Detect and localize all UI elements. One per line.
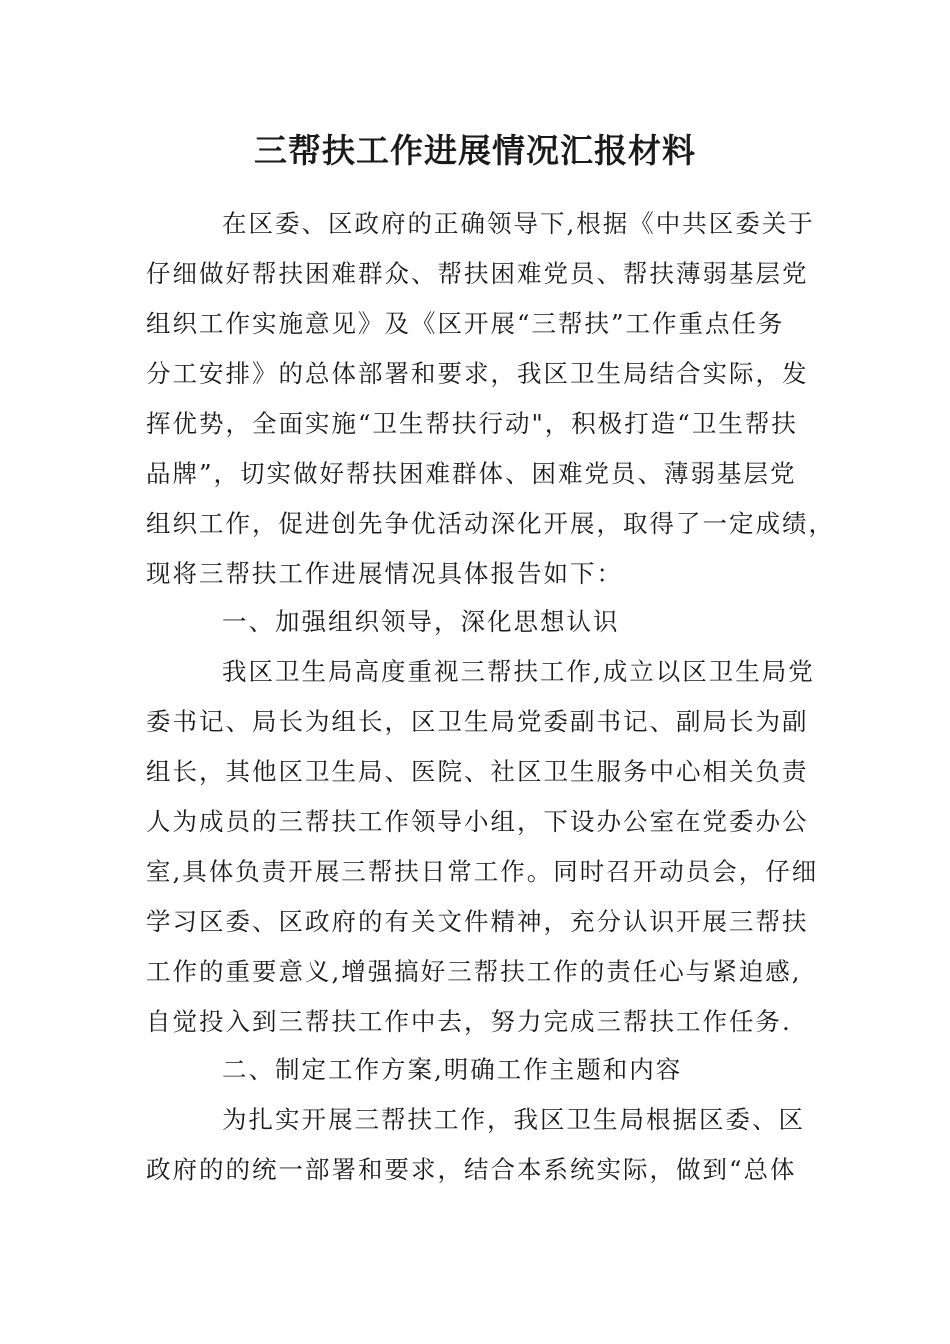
paragraph-2-line-1: 我区卫生局高度重视三帮扶工作,成立以区卫生局党 (222, 657, 815, 686)
paragraph-1-line-7: 组织工作，促进创先争优活动深化开展，取得了一定成绩， (146, 509, 835, 538)
paragraph-1-line-3: 组织工作实施意见》及《区开展“三帮扶”工作重点任务 (146, 309, 785, 338)
paragraph-1-line-5: 挥优势，全面实施“卫生帮扶行动"，积极打造“卫生帮扶 (146, 409, 798, 438)
section-heading-2: 二、制定工作方案,明确工作主题和内容 (222, 1055, 683, 1084)
paragraph-2-line-7: 工作的重要意义,增强搞好三帮扶工作的责任心与紧迫感, (146, 957, 802, 986)
paragraph-1-line-4: 分工安排》的总体部署和要求，我区卫生局结合实际，发 (146, 359, 809, 388)
paragraph-1-line-6: 品牌”，切实做好帮扶困难群体、困难党员、薄弱基层党 (146, 459, 797, 488)
paragraph-3-line-1: 为扎实开展三帮扶工作，我区卫生局根据区委、区 (222, 1105, 805, 1134)
paragraph-2-line-2: 委书记、局长为组长，区卫生局党委副书记、副局长为副 (146, 707, 809, 736)
document-title: 三帮扶工作进展情况汇报材料 (254, 131, 696, 170)
paragraph-1-line-2: 仔细做好帮扶困难群众、帮扶困难党员、帮扶薄弱基层党 (146, 259, 809, 288)
paragraph-1-line-8: 现将三帮扶工作进展情况具体报告如下： (146, 559, 623, 588)
paragraph-3-line-2: 政府的的统一部署和要求，结合本系统实际，做到“总体 (146, 1155, 797, 1184)
paragraph-1-line-1: 在区委、区政府的正确领导下,根据《中共区委关于 (222, 209, 815, 238)
paragraph-2-line-5: 室,具体负责开展三帮扶日常工作。同时召开动员会，仔细 (146, 857, 819, 886)
paragraph-2-line-4: 人为成员的三帮扶工作领导小组，下设办公室在党委办公 (146, 807, 809, 836)
paragraph-2-line-8: 自觉投入到三帮扶工作中去，努力完成三帮扶工作任务. (146, 1007, 792, 1036)
paragraph-2-line-3: 组长，其他区卫生局、医院、社区卫生服务中心相关负责 (146, 757, 809, 786)
section-heading-1: 一、加强组织领导，深化思想认识 (222, 607, 620, 636)
paragraph-2-line-6: 学习区委、区政府的有关文件精神，充分认识开展三帮扶 (146, 907, 809, 936)
